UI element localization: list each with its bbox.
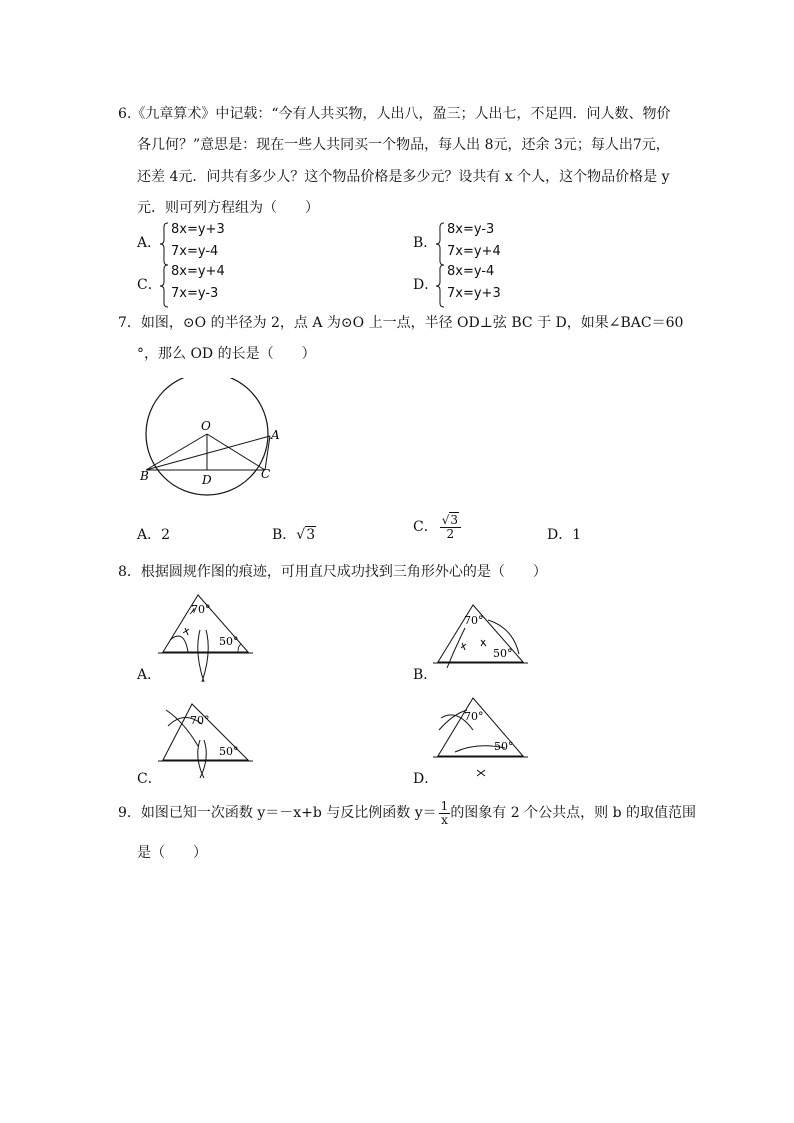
q6-option-c-eq1: 8x=y+4 xyxy=(171,264,225,279)
q8-figure-c xyxy=(158,700,258,780)
q7-option-c-denominator: 2 xyxy=(446,526,455,541)
q6-line-2: 各几何？”意思是：现在一些人共同买一个物品，每人出 8元，还余 3元；每人出7元， xyxy=(137,137,670,153)
q9-fraction-denominator: x xyxy=(441,812,448,827)
q7-option-b xyxy=(272,524,316,544)
q6-option-b-eq2: 7x=y+4 xyxy=(447,244,501,259)
q7-option-a-value: 2 xyxy=(161,527,171,543)
q9-line-1-part-a: 9．如图已知一次函数 y＝－x+b 与反比例函数 y＝ xyxy=(118,805,437,822)
label-d: D xyxy=(202,473,212,487)
q7-option-c-fraction xyxy=(440,514,461,540)
segment-ob xyxy=(146,434,207,470)
q6-option-b-letter: B． xyxy=(413,235,438,251)
q7-option-c-letter: C． xyxy=(413,519,438,536)
label-b: B xyxy=(140,469,149,483)
q9-fraction-numerator: 1 xyxy=(440,799,449,813)
q7-option-b-value: 3 xyxy=(306,527,316,543)
angle-label-70: 70° xyxy=(191,603,211,616)
q6-option-c-letter: C． xyxy=(137,277,162,293)
q8-option-a-letter: A． xyxy=(137,667,162,683)
q6-option-d-eq2: 7x=y+3 xyxy=(447,286,501,301)
angle-label-70: 70° xyxy=(464,710,484,723)
q7-line-1: 7．如图，⊙O 的半径为 2，点 A 为⊙O 上一点，半径 OD⊥弦 BC 于 D，如果∠BAC＝60 xyxy=(118,315,684,331)
angle-label-50: 50° xyxy=(219,745,239,758)
q7-line-2: °，那么 OD 的长是（ ） xyxy=(137,346,316,362)
q7-option-c xyxy=(413,514,461,540)
q6-option-a-eq2: 7x=y-4 xyxy=(171,244,219,259)
q6-option-d-eq1: 8x=y-4 xyxy=(447,264,495,279)
q6-line-4: 元．则可列方程组为（ ） xyxy=(137,200,319,216)
q7-circle-figure xyxy=(135,378,295,498)
q8-option-c-letter: C． xyxy=(137,771,162,787)
q8-line-1: 8．根据圆规作图的痕迹，可用直尺成功找到三角形外心的是（ ） xyxy=(118,564,547,580)
sqrt-icon: √ xyxy=(441,513,450,527)
q7-option-d-letter: D． xyxy=(547,527,573,543)
q6-option-c-system xyxy=(159,264,279,308)
label-o: O xyxy=(201,419,211,433)
angle-label-70: 70° xyxy=(464,614,484,627)
q6-option-a-eq1: 8x=y+3 xyxy=(171,222,225,237)
q6-option-d-letter: D． xyxy=(413,277,439,293)
q9-line-2: 是（ ） xyxy=(137,845,207,861)
q8-option-b-letter: B． xyxy=(413,667,438,683)
angle-label-50: 50° xyxy=(219,635,239,648)
q8-figure-b xyxy=(433,598,533,673)
q6-option-d-system xyxy=(435,264,555,308)
segment-ba xyxy=(146,436,270,470)
q6-option-b-system xyxy=(435,222,555,266)
q8-figure-a xyxy=(158,590,258,685)
q9-fraction xyxy=(439,800,451,826)
q6-option-a-system xyxy=(159,222,279,266)
angle-label-50: 50° xyxy=(493,647,513,660)
q6-option-c-eq2: 7x=y-3 xyxy=(171,286,219,301)
angle-label-50: 50° xyxy=(494,740,514,753)
q8-figure-d xyxy=(433,694,533,784)
q7-option-b-letter: B． xyxy=(272,527,297,543)
q6-line-3: 还差 4元．问共有多少人？这个物品价格是多少元？设共有 x 个人，这个物品价格是 y xyxy=(137,169,670,185)
q7-option-d xyxy=(547,524,581,544)
brace-icon xyxy=(159,222,169,266)
angle-label-70: 70° xyxy=(190,714,210,727)
brace-icon xyxy=(159,264,169,308)
q6-line-1: 6.《九章算术》中记载：“今有人共买物，人出八，盈三；人出七，不足四．问人数、物价 xyxy=(118,106,671,122)
label-c: C xyxy=(261,467,271,481)
q7-option-a-letter: A． xyxy=(137,527,162,543)
q9-line-1-part-b: 的图象有 2 个公共点，则 b 的取值范围 xyxy=(450,805,696,822)
brace-icon xyxy=(435,264,445,308)
q7-option-a xyxy=(137,524,170,544)
q8-option-d-letter: D． xyxy=(413,771,439,787)
sqrt-icon: √ xyxy=(296,527,306,543)
label-a: A xyxy=(271,428,280,442)
q7-option-d-value: 1 xyxy=(572,527,582,543)
q6-option-b-eq1: 8x=y-3 xyxy=(447,222,495,237)
q6-option-a-letter: A． xyxy=(137,235,162,251)
q7-option-c-numerator: 3 xyxy=(450,513,459,527)
q9-line-1 xyxy=(118,800,696,826)
brace-icon xyxy=(435,222,445,266)
